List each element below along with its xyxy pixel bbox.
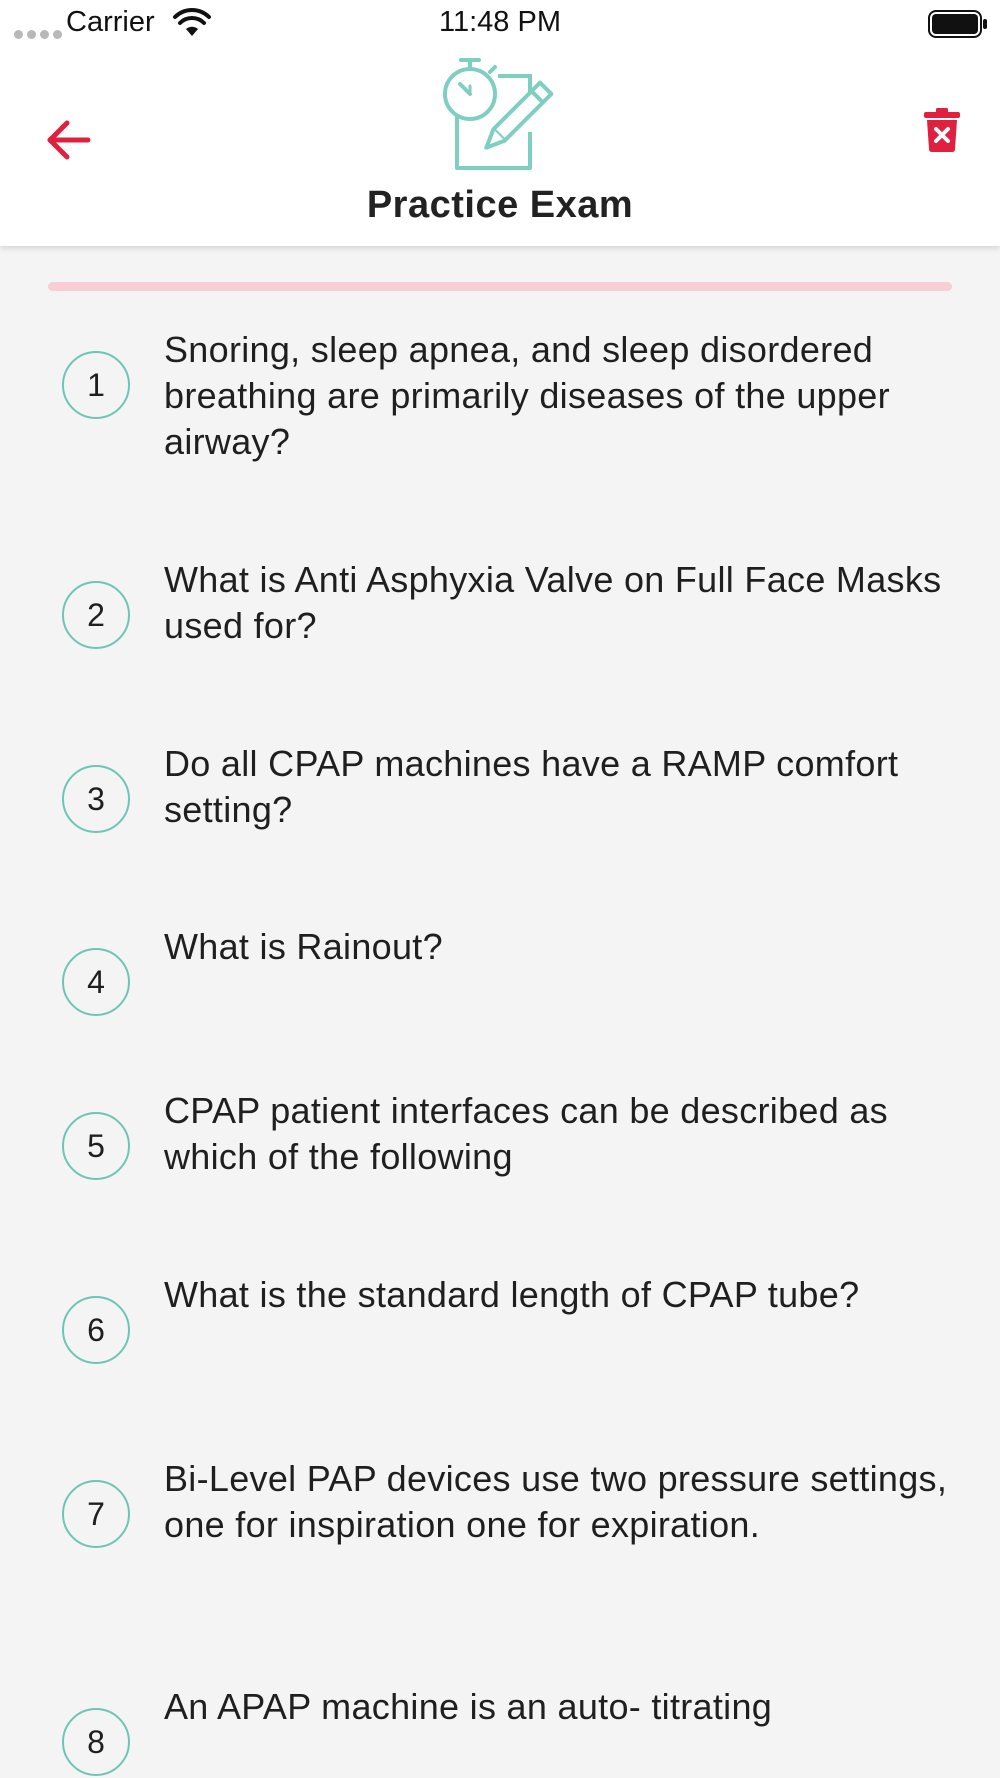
question-number: 8 [62,1708,130,1776]
question-text: Snoring, sleep apnea, and sleep disordered breathing are primarily diseases of the upper airway? [164,329,890,462]
battery-icon [928,10,988,45]
question-text: CPAP patient interfaces can be described as which of the following [164,1090,888,1177]
question-text: What is Rainout? [164,926,443,967]
question-number: 4 [62,948,130,1016]
trash-x-icon [924,108,960,152]
question-number: 3 [62,765,130,833]
question-number: 1 [62,351,130,419]
question-list [0,246,1000,1760]
question-number: 6 [62,1296,130,1364]
question-number: 7 [62,1480,130,1548]
stopwatch-pencil-icon [438,56,558,179]
question-text: Bi-Level PAP devices use two pressure settings, one for inspiration one for expiration. [164,1458,948,1545]
carrier-label: Carrier [66,6,155,38]
question-text: What is Anti Asphyxia Valve on Full Face Masks used for? [164,559,942,646]
app-header [0,0,1000,246]
question-text: An APAP machine is an auto- titrating [164,1686,773,1727]
delete-button[interactable] [912,100,972,160]
page-title: Practice Exam [366,184,634,226]
question-text: What is the standard length of CPAP tube? [164,1274,860,1315]
arrow-left-icon [46,120,90,160]
status-bar [0,0,1000,48]
question-number: 5 [62,1112,130,1180]
question-number: 2 [62,581,130,649]
status-time: 11:48 PM [439,6,561,38]
back-button[interactable] [38,110,98,170]
exam-progress-bar [48,282,952,291]
question-text: Do all CPAP machines have a RAMP comfort setting? [164,743,899,830]
